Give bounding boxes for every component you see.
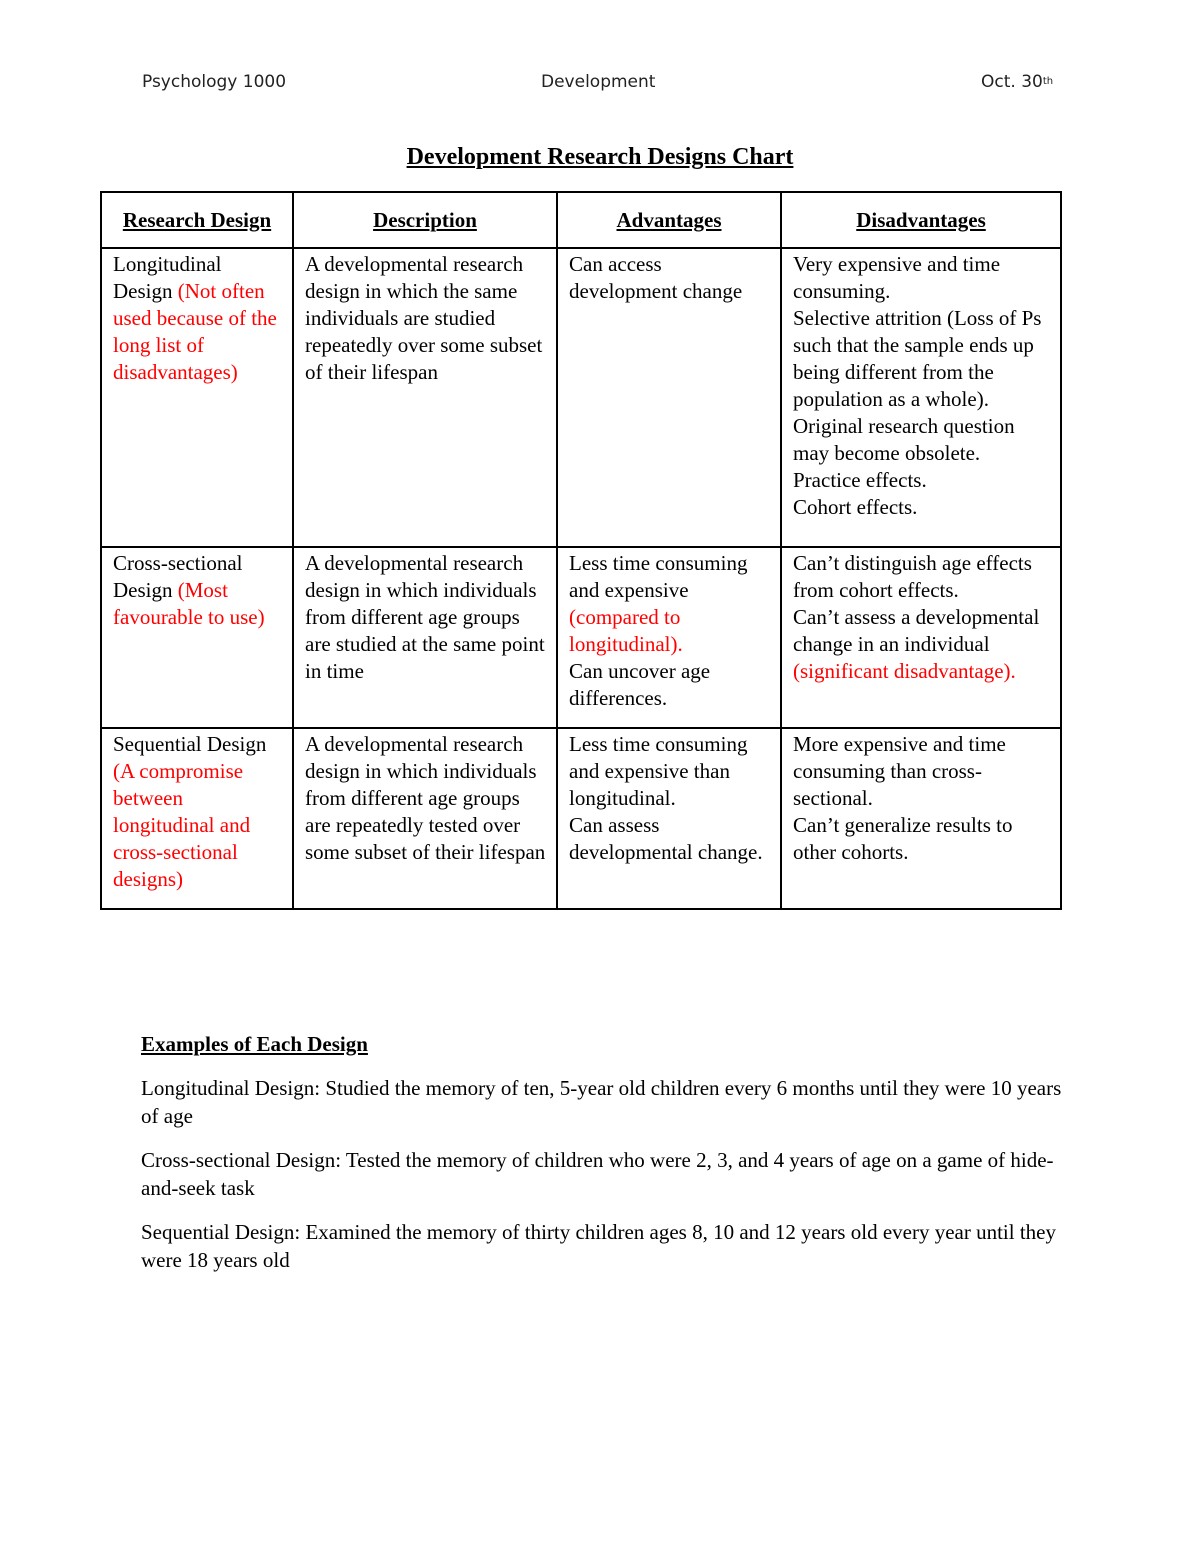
disadvantage-item: Can’t distinguish age effects from cohort effects.: [793, 551, 1032, 602]
design-name: Sequential Design: [113, 732, 267, 756]
advantage-item: Can assess developmental change.: [569, 813, 763, 864]
cell-design: [101, 547, 293, 728]
column-header-description: Description: [293, 192, 557, 248]
advantage-item: Can uncover age differences.: [569, 659, 711, 710]
example-cross-sectional: Cross-sectional Design: Tested the memory of children who were 2, 3, and 4 years of age on a game of hide-and-seek task: [141, 1148, 1054, 1200]
examples-heading: Examples of Each Design: [141, 1032, 368, 1056]
disadvantage-item: Practice effects.: [793, 468, 927, 492]
header-date-main: Oct. 30: [981, 72, 1043, 92]
disadvantage-note: (significant disadvantage).: [793, 659, 1016, 683]
cell-description: A developmental research design in which the same individuals are studied repeatedly over some subset of their lifespan: [293, 248, 557, 547]
header-course: Psychology 1000: [142, 72, 287, 92]
disadvantage-item: Very expensive and time consuming.: [793, 252, 1001, 303]
cell-design: [101, 728, 293, 909]
cell-design: [101, 248, 293, 547]
cell-disadvantages: [781, 728, 1061, 909]
cell-advantages: [557, 248, 781, 547]
research-designs-table: [100, 191, 1062, 910]
header-date-sup: th: [1042, 76, 1054, 87]
cell-advantages: [557, 728, 781, 909]
advantage-note: (compared to longitudinal).: [569, 605, 683, 656]
design-note: (Not often used because of the long list of disadvantages): [113, 279, 277, 384]
advantage-item: Can access development change: [569, 252, 743, 303]
example-sequential: Sequential Design: Examined the memory of thirty children ages 8, 10 and 12 years old every year until they were 18 years old: [141, 1220, 1056, 1272]
design-name: Cross-sectional Design: [113, 551, 243, 602]
table-header-row: [101, 192, 1061, 248]
examples-section: [141, 1030, 1071, 1290]
design-note: (Most favourable to use): [113, 578, 265, 629]
header-topic: Development: [541, 72, 656, 92]
cell-advantages: [557, 547, 781, 728]
advantage-item: Less time consuming and expensive than longitudinal.: [569, 732, 748, 810]
advantage-item: [569, 550, 772, 658]
disadvantage-item: Cohort effects.: [793, 495, 918, 519]
cell-disadvantages: [781, 547, 1061, 728]
column-header-research-design: Research Design: [101, 192, 293, 248]
disadvantage-item: Original research question may become obsolete.: [793, 414, 1015, 465]
header-date: [981, 72, 1053, 92]
column-header-disadvantages: Disadvantages: [781, 192, 1061, 248]
table-row-cross-sectional: [101, 547, 1061, 728]
design-note: (A compromise between longitudinal and cross-sectional designs): [113, 759, 251, 891]
design-name: Longitudinal Design: [113, 252, 222, 303]
table-row-sequential: [101, 728, 1061, 909]
advantage-text: Less time consuming and expensive: [569, 551, 748, 602]
disadvantage-item: [793, 604, 1052, 685]
cell-disadvantages: [781, 248, 1061, 547]
disadvantage-text: Can’t assess a developmental change in an individual: [793, 605, 1040, 656]
cell-description: A developmental research design in which individuals from different age groups are studied at the same point in time: [293, 547, 557, 728]
page-title: Development Research Designs Chart: [406, 144, 794, 170]
column-header-advantages: Advantages: [557, 192, 781, 248]
cell-description: A developmental research design in which individuals from different age groups are repeatedly tested over some subset of their lifespan: [293, 728, 557, 909]
disadvantage-item: More expensive and time consuming than cross-sectional.: [793, 732, 1006, 810]
example-longitudinal: Longitudinal Design: Studied the memory of ten, 5-year old children every 6 months until they were 10 years of age: [141, 1076, 1062, 1128]
disadvantage-item: Selective attrition (Loss of Ps such that the sample ends up being different from the population as a whole).: [793, 306, 1042, 411]
disadvantage-item: Can’t generalize results to other cohorts.: [793, 813, 1013, 864]
table-row-longitudinal: [101, 248, 1061, 547]
